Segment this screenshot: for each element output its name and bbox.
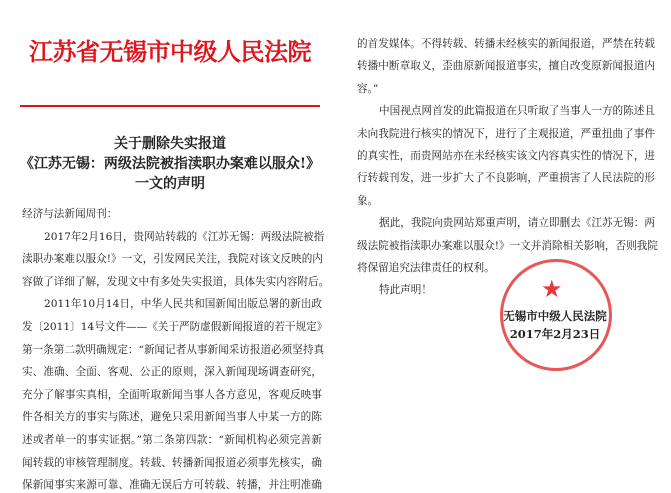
star-icon: ★ — [541, 275, 563, 303]
heading-line-2: 《江苏无锡：两级法院被指渎职办案难以服众!》 — [19, 156, 321, 172]
text-line: 中国视点网首发的此篇报道在只听取了当事人一方的陈述且 — [379, 105, 655, 118]
text-line: 行转载刊发，进一步扩大了不良影响，严重损害了人民法院的形 — [357, 172, 655, 185]
heading-line-3: 一文的声明 — [135, 176, 205, 192]
text-line: 实、准确、全面、客观、公正的原则，深入新闻现场调查研究， — [22, 366, 322, 379]
text-line: 闻转载的审核管理制度。转载、转播新闻报道必须事先核实，确 — [22, 456, 322, 469]
text-line: 未向我院进行核实的情况下，进行了主观报道，严重扭曲了事件 — [357, 127, 655, 140]
text-line: 的真实性，而贵网站亦在未经核实该文内容真实性的情况下，进 — [357, 150, 655, 162]
text-line: 2011年10月14日，中华人民共和国新闻出版总署的新出政 — [44, 298, 322, 311]
text-line: 第一条第二款明确规定：“新闻记者从事新闻采访报道必须坚持真 — [22, 343, 325, 356]
text-line: 件各相关方的事实与陈述，避免只采用新闻当事人中某一方的陈 — [22, 411, 322, 424]
text-line: 保新闻事实来源可靠、准确无误后方可转载、转播，并注明准确 — [22, 479, 322, 492]
text-line: 述或者单一的事实证据。”第二条第四款：“新闻机构必须完善新 — [22, 434, 322, 446]
signature-date: 2017年2月23日 — [509, 327, 601, 341]
text-line: 特此声明！ — [379, 284, 432, 297]
text-line: 发〔2011〕14号文件——《关于严防虚假新闻报道的若干规定》 — [22, 321, 328, 333]
text-line: 转播中断章取义，歪曲原新闻报道事实，擅自改变原新闻报道内 — [357, 60, 655, 73]
text-line: 2017年2月16日，贵网站转载的《江苏无锡：两级法院被指 — [44, 230, 325, 243]
text-line: 级法院被指渎职办案难以服众!》一文并消除相关影响，否则我院 — [357, 239, 658, 252]
text-line: 象。 — [357, 194, 379, 207]
text-line: 容做了详细了解，发现文中有多处失实报道，具体失实内容附后。 — [22, 275, 330, 288]
text-line: 经济与法新闻周刊： — [22, 208, 118, 220]
letterhead-title: 江苏省无锡市中级人民法院 — [29, 37, 311, 66]
signature-court: 无锡市中级人民法院 — [503, 309, 607, 323]
text-line: 渎职办案难以服众!》一文，引发网民关注，我院对该文反映的内 — [22, 253, 323, 266]
right-page — [340, 0, 671, 474]
letterhead-divider — [20, 105, 320, 107]
text-line: 容。” — [357, 82, 379, 95]
text-line: 将保留追究法律责任的权利。 — [357, 262, 495, 274]
text-line: 充分了解事实真相，全面听取新闻当事人各方意见，客观反映事 — [22, 388, 322, 401]
text-line: 据此，我院向贵网站郑重声明，请立即删去《江苏无锡：两 — [379, 217, 655, 230]
text-line: 的首发媒体。不得转载、转播未经核实的新闻报道，严禁在转载 — [357, 38, 655, 50]
heading-line-1: 关于删除失实报道 — [114, 136, 226, 152]
